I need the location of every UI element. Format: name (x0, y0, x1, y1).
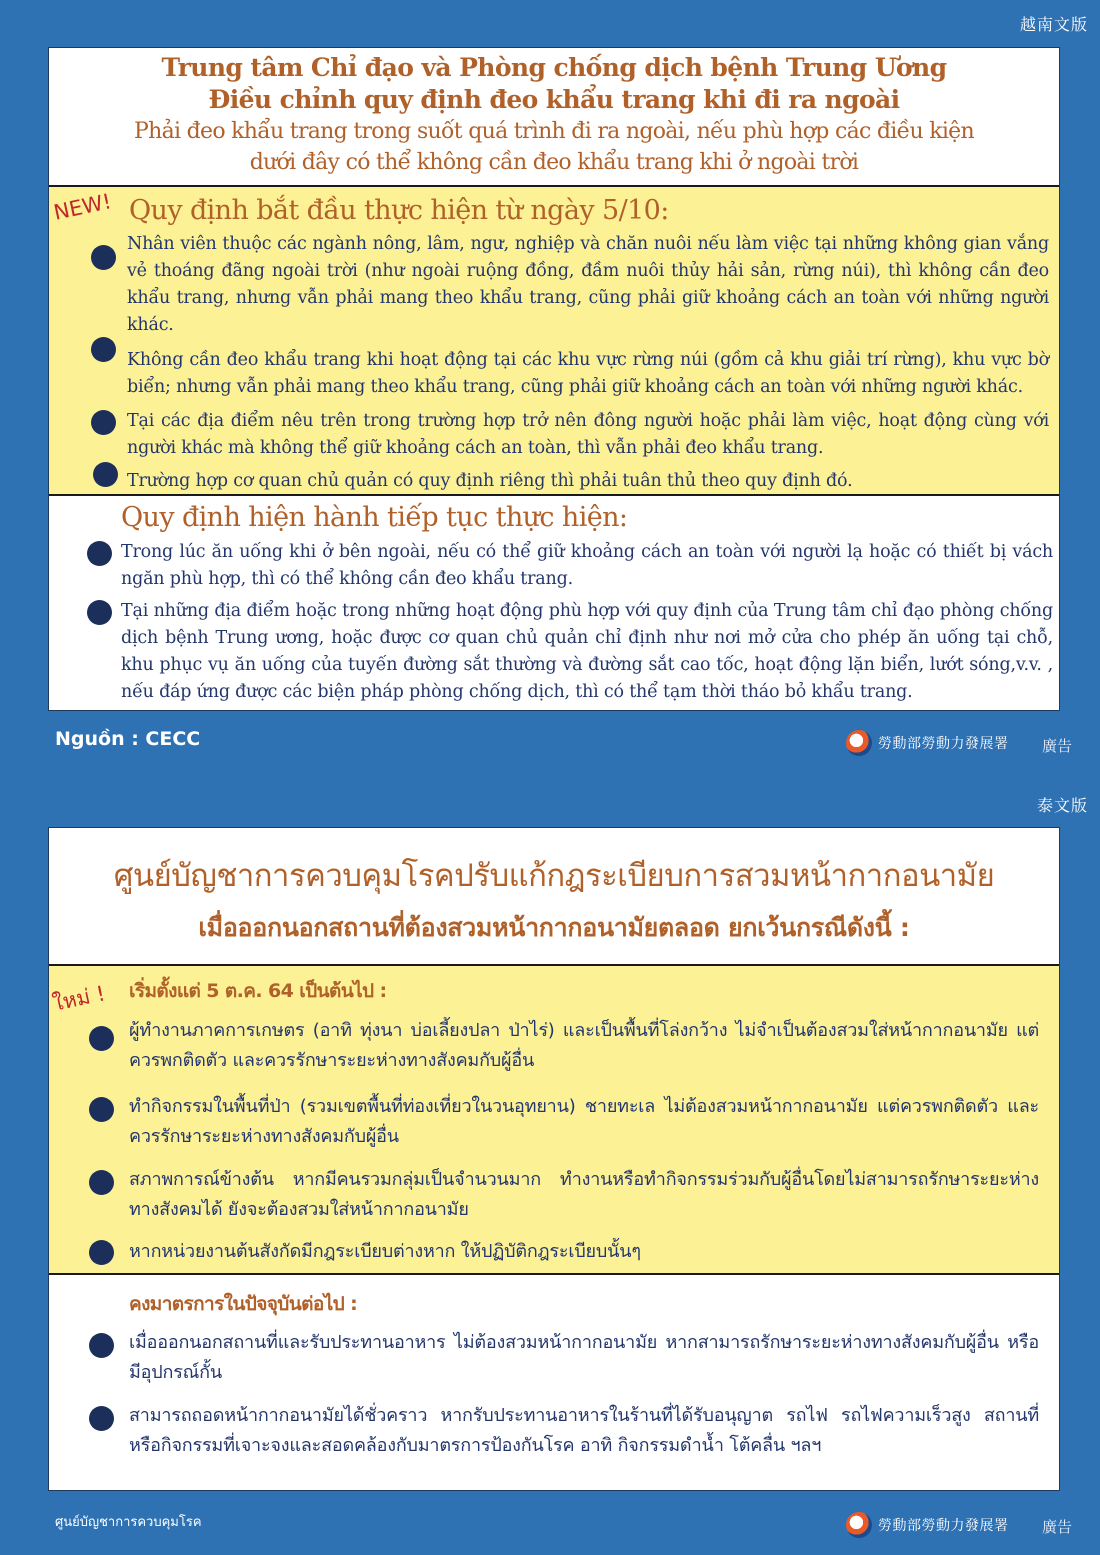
ministry-name: 勞動部勞動力發展署 (878, 1518, 1009, 1534)
list-item-text: Trong lúc ăn uống khi ở bên ngoài, nếu có thể giữ khoảng cách an toàn với người lạ hoặc có thiết bị vách ngăn phù hợp, thì có thể không cần đeo khẩu trang. (121, 542, 1053, 589)
list-item-text: หากหน่วยงานต้นสังกัดมีกฎระเบียบต่างหาก ให้ปฏิบัติกฎระเบียบนั้นๆ (129, 1241, 641, 1262)
list-item (87, 598, 1053, 706)
list-item (89, 468, 1049, 495)
vietnamese-header-line2: Điều chỉnh quy định đeo khẩu trang khi đi ra ngoài (208, 85, 900, 114)
thai-header-line1: ศูนย์บัญชาการควบคุมโรคปรับแก้กฎระเบียบการสวมหน้ากากอนามัย (113, 858, 995, 894)
vietnamese-header-line3: Phải đeo khẩu trang trong suốt quá trình đi ra ngoài, nếu phù hợp các điều kiện (134, 119, 974, 144)
vietnamese-current-rules-block (49, 494, 1059, 710)
thai-notice-panel (48, 827, 1060, 1491)
list-item-text: Trường hợp cơ quan chủ quản có quy định riêng thì phải tuân thủ theo quy định đó. (127, 471, 853, 491)
bullet-dot-icon (89, 1240, 114, 1265)
list-item (89, 231, 1049, 339)
thai-ad-label: 廣告 (1042, 1518, 1073, 1536)
bullet-dot-icon (91, 245, 116, 270)
vietnamese-current-section-title: Quy định hiện hành tiếp tục thực hiện: (121, 502, 628, 533)
list-item (89, 1328, 1039, 1388)
list-item-text: ทำกิจกรรมในพื้นที่ป่า (รวมเขตพื้นที่ท่องเที่ยวในวนอุทยาน) ชายทะเล ไม่ต้องสวมหน้ากากอนามัย แต่ควรพกติดตัว และควรรักษาระยะห่างทางสังคมกับผู้อื่น (129, 1096, 1039, 1147)
bullet-dot-icon (89, 1097, 114, 1122)
vietnamese-new-section-title: Quy định bắt đầu thực hiện từ ngày 5/10: (129, 195, 669, 226)
bullet-dot-icon (87, 600, 112, 625)
list-item (89, 1092, 1039, 1152)
list-item (89, 1237, 1039, 1267)
vietnamese-ad-label: 廣告 (1042, 737, 1073, 755)
vietnamese-new-badge: NEW! (51, 189, 114, 225)
vietnamese-header (49, 52, 1059, 178)
list-item (89, 1165, 1039, 1225)
list-item (89, 408, 1049, 462)
bullet-dot-icon (89, 1406, 114, 1431)
vietnamese-notice-panel (48, 47, 1060, 711)
list-item (89, 1401, 1039, 1461)
thai-source: ศูนย์บัญชาการควบคุมโรค (55, 1515, 202, 1530)
bullet-dot-icon (89, 1170, 114, 1195)
thai-current-section-title: คงมาตรการในปัจจุบันต่อไป : (129, 1293, 358, 1315)
thai-new-badge: ใหม่ ! (50, 981, 108, 1016)
list-item-text: สามารถถอดหน้ากากอนามัยได้ชั่วคราว หากรับประทานอาหารในร้านที่ได้รับอนุญาต รถไฟ รถไฟความเร็วสูง สถานที่หรือกิจกรรมที่เจาะจงและสอดคล้องกับมาตรการป้องกันโรค อาทิ กิจกรรมดำน้ำ โต้คลื่น ฯลฯ (129, 1405, 1039, 1456)
list-item-text: Tại các địa điểm nêu trên trong trường hợp trở nên đông người hoặc phải làm việc, hoạt động cùng với người khác mà không thể giữ khoảng cách an toàn, thì vẫn phải đeo khẩu trang. (127, 411, 1049, 458)
thai-header (49, 850, 1059, 954)
list-item-text: ผู้ทำงานภาคการเกษตร (อาทิ ทุ่งนา บ่อเลี้ยงปลา ป่าไร่) และเป็นพื้นที่โล่งกว้าง ไม่จำเป็นต้องสวมใส่หน้ากากอนามัย แต่ควรพกติดตัว และควรรักษาระยะห่างทางสังคมกับผู้อื่น (129, 1020, 1039, 1071)
list-item-text: Không cần đeo khẩu trang khi hoạt động tại các khu vực rừng núi (gồm cả khu giải trí rừng), khu vực bờ biển; nhưng vẫn phải mang theo khẩu trang, cũng phải giữ khoảng cách an toàn với những người khác. (127, 350, 1049, 397)
list-item-text: Nhân viên thuộc các ngành nông, lâm, ngư, nghiệp và chăn nuôi nếu làm việc tại những không gian vắng vẻ thoáng đãng ngoài trời (như ngoài ruộng đồng, đầm nuôi thủy hải sản, rừng núi), thì không cần đeo khẩu trang, nhưng vẫn phải mang theo khẩu trang, cũng phải giữ khoảng cách an toàn với những người khác. (127, 234, 1049, 335)
ministry-logo-icon (846, 1512, 872, 1538)
thai-version-label: 泰文版 (1036, 796, 1088, 815)
bullet-dot-icon (89, 1026, 114, 1051)
vietnamese-header-line1: Trung tâm Chỉ đạo và Phòng chống dịch bệnh Trung Ương (161, 53, 947, 82)
bullet-dot-icon (91, 410, 116, 435)
thai-new-section-title: เริ่มตั้งแต่ 5 ต.ค. 64 เป็นต้นไป : (129, 980, 387, 1002)
ministry-name: 勞動部勞動力發展署 (878, 736, 1009, 752)
vietnamese-ministry-credit (846, 730, 1009, 756)
bullet-dot-icon (89, 1333, 114, 1358)
vietnamese-source: Nguồn : CECC (55, 728, 201, 750)
vietnamese-header-line4: dưới đây có thể không cần đeo khẩu trang khi ở ngoài trời (249, 150, 859, 175)
list-item-text: เมื่อออกนอกสถานที่และรับประทานอาหาร ไม่ต้องสวมหน้ากากอนามัย หากสามารถรักษาระยะห่างทางสังคมกับผู้อื่น หรือมีอุปกรณ์กั้น (129, 1332, 1039, 1383)
thai-header-line2: เมื่อออกนอกสถานที่ต้องสวมหน้ากากอนามัยตลอด ยกเว้นกรณีดังนี้ : (198, 913, 910, 942)
vietnamese-version-label: 越南文版 (1019, 15, 1088, 34)
bullet-dot-icon (87, 541, 112, 566)
thai-new-rules-block (49, 964, 1059, 1275)
vietnamese-new-rules-block (49, 185, 1059, 496)
list-item (89, 1016, 1039, 1076)
ministry-logo-icon (846, 730, 872, 756)
list-item (87, 539, 1053, 593)
list-item-text: Tại những địa điểm hoặc trong những hoạt động phù hợp với quy định của Trung tâm chỉ đạo phòng chống dịch bệnh Trung ương, hoặc được cơ quan chủ quản chỉ định như nơi mở cửa cho phép ăn uống tại chỗ, khu phục vụ ăn uống của tuyến đường sắt thường và đường sắt cao tốc, hoạt động lặn biển, lướt sóng,v.v. , nếu đáp ứng được các biện pháp phòng chống dịch, thì có thể tạm thời tháo bỏ khẩu trang. (121, 601, 1053, 702)
list-item (89, 347, 1049, 401)
bullet-dot-icon (91, 337, 116, 362)
thai-ministry-credit (846, 1512, 1009, 1538)
list-item-text: สภาพการณ์ข้างต้น หากมีคนรวมกลุ่มเป็นจำนวนมาก ทำงานหรือทำกิจกรรมร่วมกับผู้อื่นโดยไม่สามารถรักษาระยะห่างทางสังคมได้ ยังจะต้องสวมใส่หน้ากากอนามัย (129, 1169, 1039, 1220)
bullet-dot-icon (93, 462, 118, 487)
thai-current-rules-block (49, 1273, 1059, 1490)
